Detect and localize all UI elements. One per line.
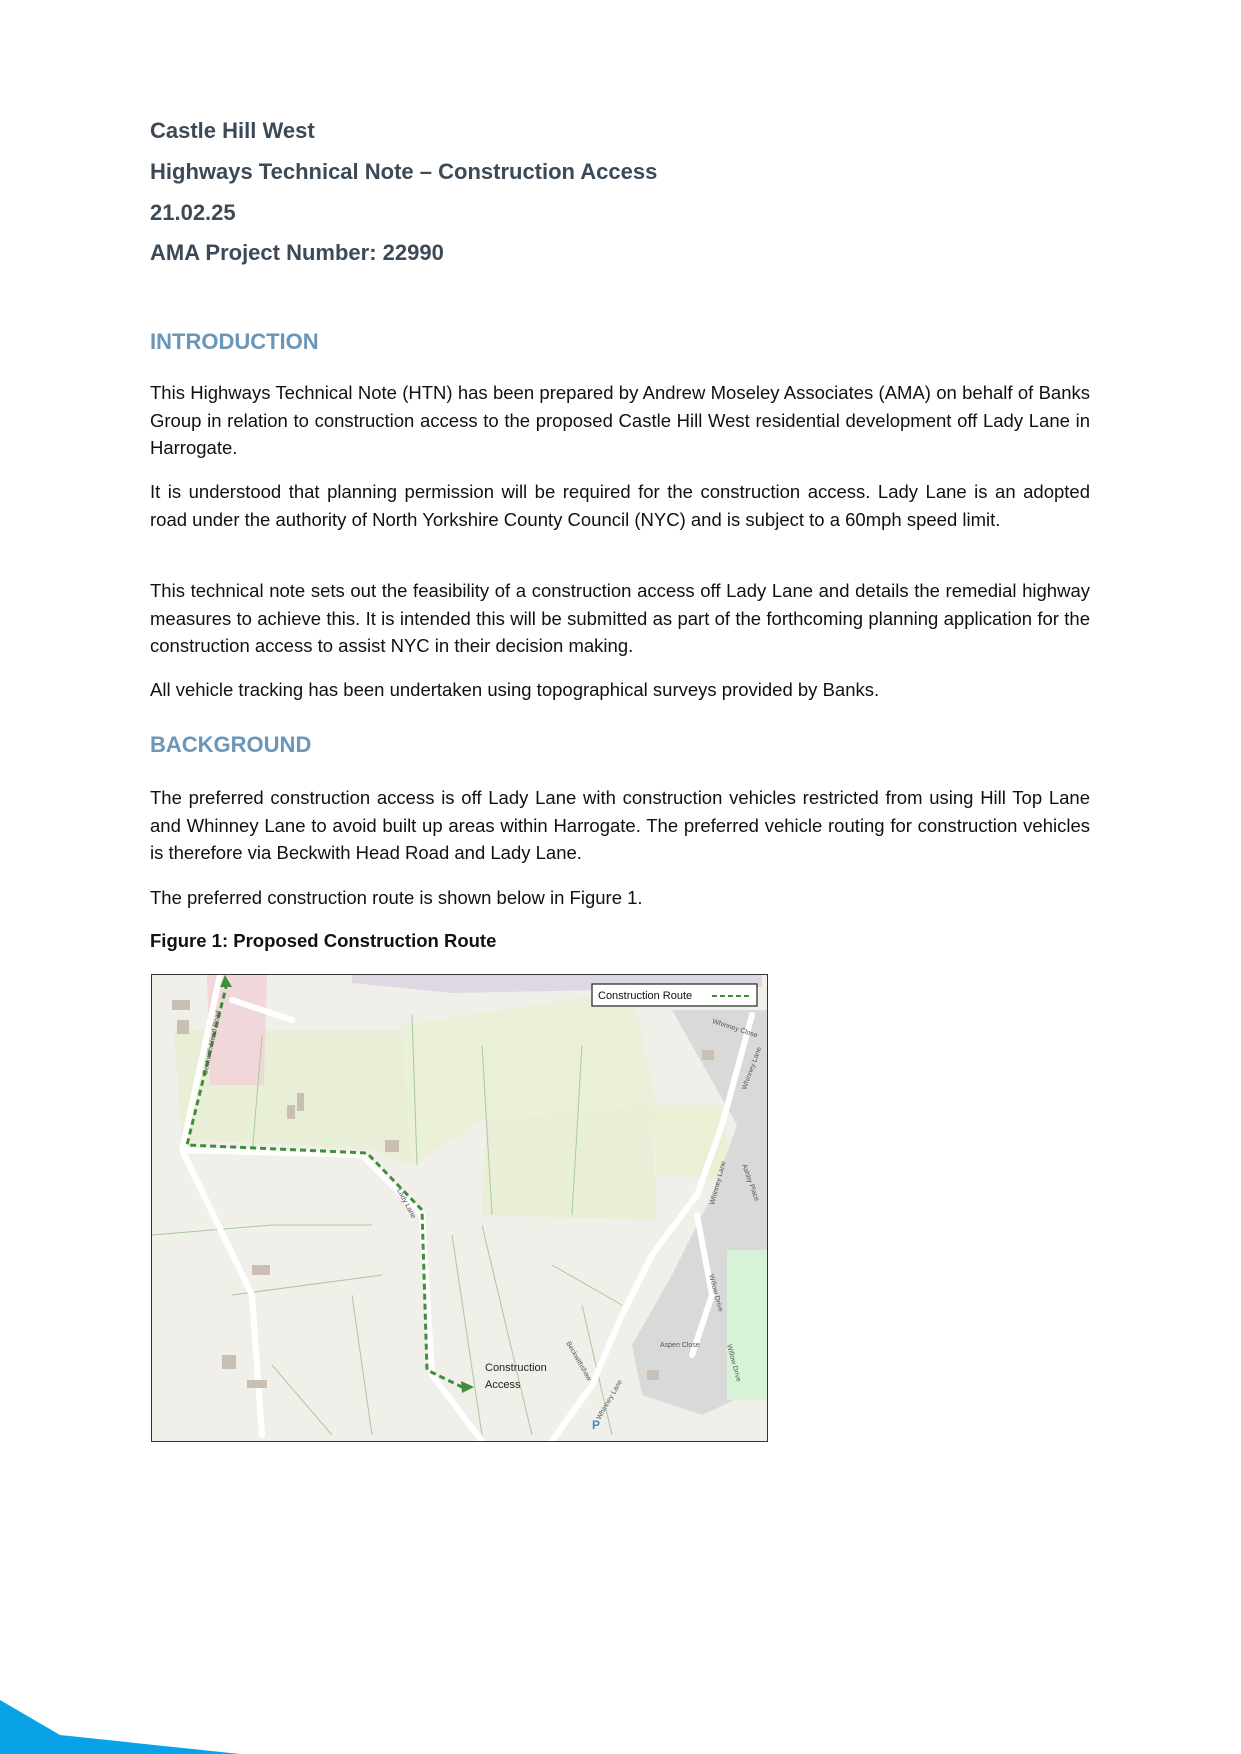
intro-paragraph: This Highways Technical Note (HTN) has been prepared by Andrew Moseley Associates (AMA) on behalf of Banks Group in relation to construction access to the proposed Castle Hill West residential development off Lady Lane in Harrogate.	[150, 382, 1090, 458]
construction-access-label: Access	[485, 1379, 521, 1391]
document-subtitle: Highways Technical Note – Construction Access	[150, 159, 658, 184]
intro-paragraph: It is understood that planning permission will be required for the construction access. Lady Lane is an adopted road under the authority of North Yorkshire County Council (NYC) and is subject to a 60mph speed limit.	[150, 481, 1090, 530]
road-label-aspen-close: Aspen Close	[660, 1342, 700, 1349]
background-paragraph: The preferred construction access is off Lady Lane with construction vehicles restricted from using Hill Top Lane and Whinney Lane to avoid built up areas within Harrogate. The preferred vehicle routing for construction vehicles is therefore via Beckwith Head Road and Lady Lane.	[150, 787, 1090, 863]
document-title: Castle Hill West	[150, 118, 315, 143]
figure-caption: Figure 1: Proposed Construction Route	[150, 930, 497, 951]
construction-access-label: Construction	[485, 1362, 547, 1374]
road-label-ashby-place: Ashby Place	[740, 1163, 761, 1203]
introduction-heading: INTRODUCTION	[150, 329, 319, 354]
intro-paragraph: All vehicle tracking has been undertaken using topographical surveys provided by Banks.	[150, 679, 880, 700]
parking-icon: P	[592, 1418, 601, 1432]
map-field	[482, 1105, 657, 1220]
road-label-willow-drive: Willow Drive	[725, 1343, 742, 1383]
project-number: AMA Project Number: 22990	[150, 240, 444, 265]
road-label-lady-lane: Lady Lane	[395, 1187, 417, 1220]
map-park	[727, 1250, 767, 1400]
background-heading: BACKGROUND	[150, 732, 312, 757]
road-label-whinney-lane: Whinney Lane	[709, 1160, 728, 1206]
brand-corner-shape	[0, 1700, 240, 1754]
road-label-whinney-close: Whinney Close	[711, 1018, 759, 1040]
road-label-whinney-lane: Whinney Lane	[595, 1378, 625, 1421]
road-label-whinney-lane: Whinney Lane	[741, 1046, 764, 1091]
document-date: 21.02.25	[150, 200, 236, 225]
map-legend-label: Construction Route	[598, 990, 693, 1002]
background-paragraph: The preferred construction route is shown below in Figure 1.	[150, 887, 643, 908]
brand-corner-swoosh	[0, 1700, 240, 1754]
road-label-beckwithshaw: Beckwithshaw	[564, 1340, 593, 1383]
road-label-willow-drive: Willow Drive	[707, 1273, 724, 1313]
intro-paragraph: This technical note sets out the feasibility of a construction access off Lady Lane and details the remedial highway measures to achieve this. It is intended this will be submitted as part of the forthcoming planning application for the construction access to assist NYC in their decision making.	[150, 580, 1090, 656]
road-label-beckwith-head-road: Beckwith Head Road	[202, 1010, 223, 1076]
construction-route-map	[151, 974, 768, 1442]
